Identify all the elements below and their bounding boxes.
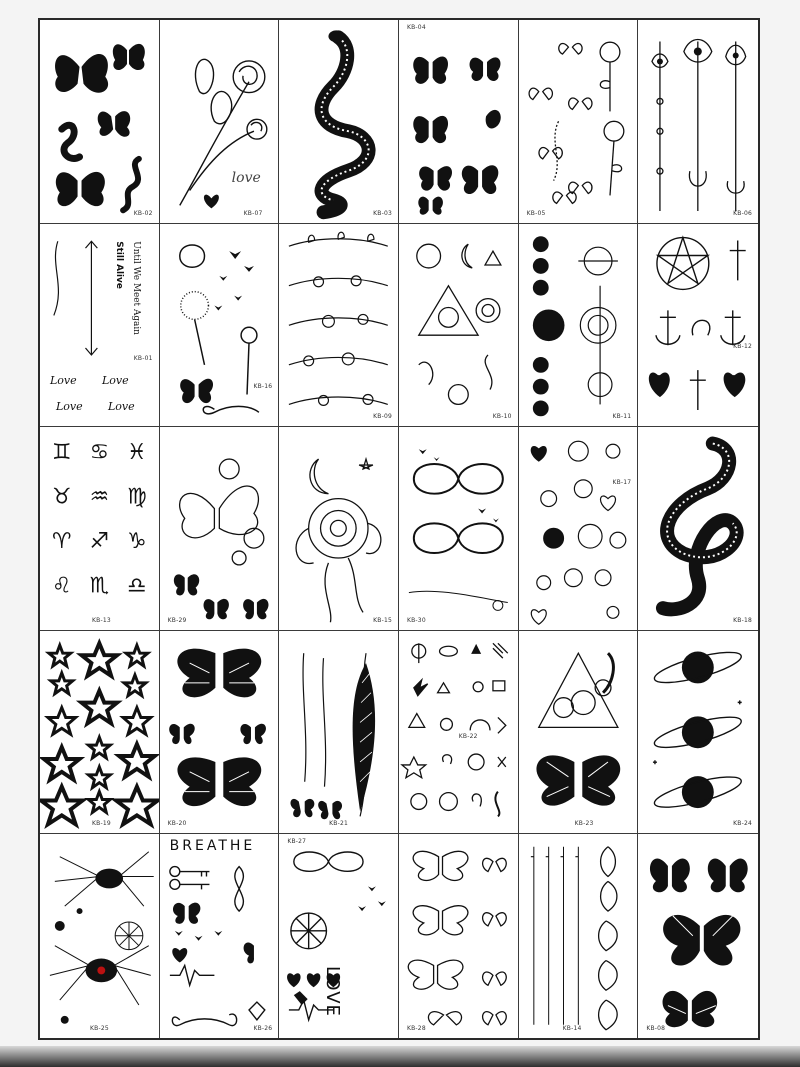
love-text: LOVE xyxy=(322,966,344,1018)
butterfly-flowers-art xyxy=(160,427,279,630)
tattoo-code: KB-22 xyxy=(458,732,478,740)
tattoo-code: KB-23 xyxy=(574,820,594,828)
vertical-script: Until We Meet Again xyxy=(130,240,141,335)
lotus-spine-art xyxy=(638,20,758,223)
infinity-dandelion-art xyxy=(160,224,279,427)
tattoo-cell-kb-27 xyxy=(279,834,399,1038)
tattoo-code: KB-03 xyxy=(373,209,392,217)
tattoo-code: KB-05 xyxy=(526,209,546,217)
pentagram-anchor-art xyxy=(638,224,758,427)
tattoo-cell-kb-23 xyxy=(519,631,639,835)
feather-script-art xyxy=(279,631,398,834)
tattoo-cell-kb-22 xyxy=(399,631,519,835)
svg-text:♍: ♍ xyxy=(127,484,147,510)
tattoo-code: KB-25 xyxy=(90,1025,109,1032)
breathe-text: BREATHE xyxy=(169,838,256,855)
tattoo-code: KB-01 xyxy=(133,355,153,363)
tattoo-code: KB-15 xyxy=(373,616,392,624)
tattoo-code: KB-29 xyxy=(167,616,187,624)
snake-art xyxy=(279,20,398,223)
tattoo-cell-kb-18 xyxy=(638,427,758,631)
infinity-feathers-art xyxy=(399,427,518,630)
tattoo-cell-kb-08 xyxy=(638,834,758,1038)
keys-infinity-art xyxy=(160,834,279,1038)
triangle-butterfly-art xyxy=(519,631,638,834)
tattoo-cell-kb-15 xyxy=(279,427,399,631)
tattoo-code: KB-18 xyxy=(733,616,752,624)
love-line: Love xyxy=(108,399,135,413)
tattoo-cell-kb-04 xyxy=(399,20,519,224)
tattoo-code: KB-21 xyxy=(329,820,348,828)
tattoo-cell-kb-20 xyxy=(160,631,280,835)
tattoo-cell-kb-25 xyxy=(40,834,160,1038)
tattoo-cell-kb-12 xyxy=(638,224,758,428)
tattoo-code: KB-27 xyxy=(287,838,307,846)
butterflies-art xyxy=(399,20,518,223)
tattoo-code: KB-04 xyxy=(406,24,426,31)
tattoo-code: KB-19 xyxy=(92,820,111,828)
tattoo-code: KB-08 xyxy=(646,1025,666,1032)
tattoo-code: KB-30 xyxy=(406,616,426,624)
tattoo-cell-kb-09 xyxy=(279,224,399,428)
tattoo-code: KB-13 xyxy=(92,616,111,624)
zodiac-symbols-art xyxy=(40,427,159,630)
tattoo-sheet xyxy=(38,18,760,1040)
butterfly-collection-art xyxy=(399,834,518,1038)
tattoo-cell-kb-13 xyxy=(40,427,160,631)
butterflies-large-art xyxy=(160,631,279,834)
bottom-shadow-bar xyxy=(0,1046,800,1067)
tattoo-cell-kb-28 xyxy=(399,834,519,1038)
tattoo-code: KB-10 xyxy=(492,413,512,421)
tattoo-cell-kb-05 xyxy=(519,20,639,224)
tattoo-code: KB-16 xyxy=(253,383,273,391)
tattoo-code: KB-07 xyxy=(243,209,263,217)
tattoo-cell-kb-26 xyxy=(160,834,280,1038)
moon-phases-script-art xyxy=(519,834,638,1038)
svg-text:Still Alive: Still Alive xyxy=(114,240,125,289)
tattoo-cell-kb-21 xyxy=(279,631,399,835)
script-lines-art xyxy=(40,224,159,427)
tattoo-cell-kb-14 xyxy=(519,834,639,1038)
tattoo-cell-kb-02 xyxy=(40,20,160,224)
tattoo-code: KB-11 xyxy=(612,413,632,421)
tattoo-cell-kb-11 xyxy=(519,224,639,428)
snake-coil-art xyxy=(638,427,758,630)
svg-text:♉: ♉ xyxy=(52,484,72,510)
mini-icons-art xyxy=(519,427,638,630)
rose-stem-art xyxy=(160,20,279,223)
floral-vines-art xyxy=(279,224,398,427)
svg-text:♏: ♏ xyxy=(89,573,110,599)
tattoo-code: KB-02 xyxy=(133,209,153,217)
tattoo-grid xyxy=(40,20,758,1038)
tattoo-cell-kb-24 xyxy=(638,631,758,835)
butterflies-snakes-art xyxy=(40,20,159,223)
svg-text:♋: ♋ xyxy=(89,440,110,466)
svg-text:♐: ♐ xyxy=(89,529,110,555)
tattoo-code: KB-28 xyxy=(406,1025,426,1032)
tattoo-cell-kb-16 xyxy=(160,224,280,428)
love-line: Love xyxy=(56,399,83,413)
svg-text:♊: ♊ xyxy=(52,440,72,466)
tattoo-code: KB-17 xyxy=(612,479,632,487)
svg-text:♌: ♌ xyxy=(52,573,72,599)
svg-text:♓: ♓ xyxy=(127,440,147,466)
tattoo-code: KB-14 xyxy=(562,1025,582,1032)
tattoo-code: KB-09 xyxy=(373,413,392,421)
svg-text:♑: ♑ xyxy=(127,529,147,555)
peony-moon-art xyxy=(279,427,398,630)
tattoo-code: KB-12 xyxy=(733,343,752,351)
svg-text:♈: ♈ xyxy=(52,529,72,555)
spiders-web-art xyxy=(40,834,159,1038)
tattoo-cell-kb-30 xyxy=(399,427,519,631)
tattoo-cell-kb-10 xyxy=(399,224,519,428)
tattoo-cell-kb-03 xyxy=(279,20,399,224)
butterflies-bold-art xyxy=(638,834,758,1038)
tattoo-cell-kb-29 xyxy=(160,427,280,631)
tattoo-code: KB-26 xyxy=(253,1025,273,1032)
tattoo-code: KB-06 xyxy=(733,209,752,217)
love-line: Love xyxy=(102,373,129,387)
svg-text:♒: ♒ xyxy=(89,484,110,510)
tattoo-cell-kb-19 xyxy=(40,631,160,835)
tattoo-code: KB-24 xyxy=(733,820,752,828)
tattoo-code: KB-20 xyxy=(167,820,187,828)
tattoo-cell-kb-17 xyxy=(519,427,639,631)
butterflies-roses-art xyxy=(519,20,638,223)
tattoo-cell-kb-01 xyxy=(40,224,160,428)
svg-text:♎: ♎ xyxy=(127,573,147,599)
tattoo-cell-kb-07 xyxy=(160,20,280,224)
love-line: Love xyxy=(50,373,77,387)
planets-moons-art xyxy=(519,224,638,427)
saturn-planets-art xyxy=(638,631,758,834)
love-script: love xyxy=(231,170,261,186)
moon-triangle-floral-art xyxy=(399,224,518,427)
stars-art xyxy=(40,631,159,834)
tattoo-cell-kb-06 xyxy=(638,20,758,224)
